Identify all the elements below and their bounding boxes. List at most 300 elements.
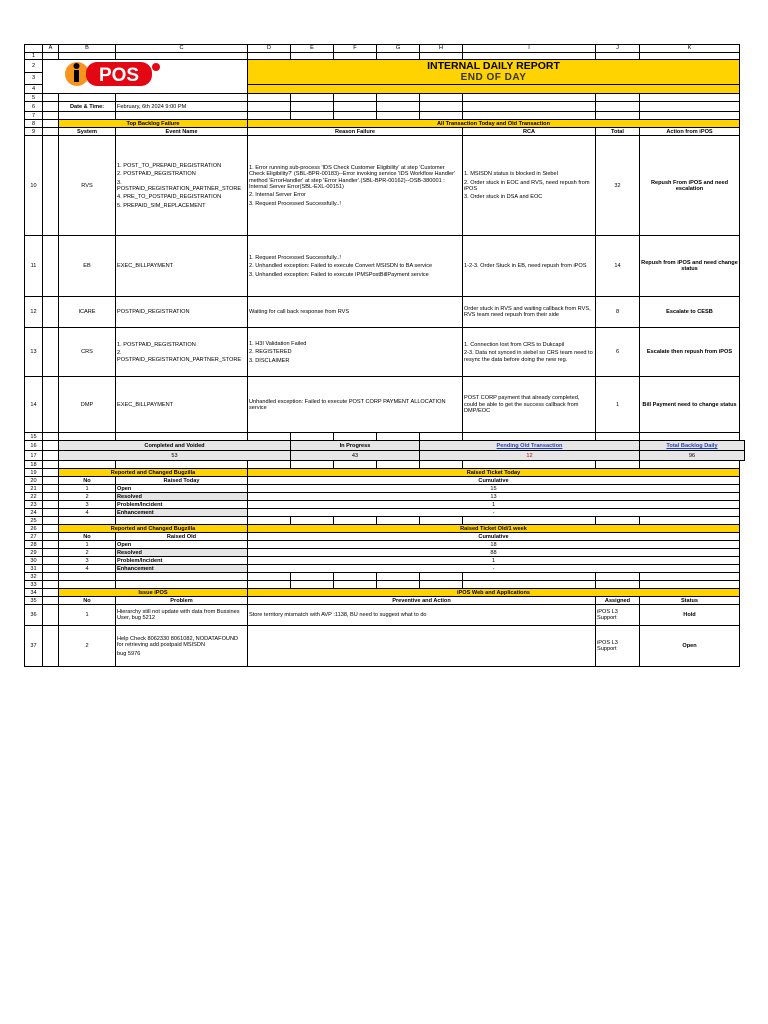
empty-cell	[43, 626, 59, 667]
bug-label: Resolved	[116, 493, 248, 501]
empty-cell	[43, 541, 59, 549]
bug-cumulative: 1	[248, 557, 740, 565]
header-raised: Raised Old	[116, 533, 248, 541]
bug-no: 3	[59, 501, 116, 509]
issue-status: Open	[640, 626, 740, 667]
empty-cell	[59, 461, 116, 469]
cell-line: bug 5976	[117, 650, 141, 657]
summary-total-backlog-value: 96	[640, 451, 745, 461]
reason-failure-cell	[248, 328, 463, 377]
cell-line: 1. Error running sub-process 'IDS Check Customer Eligibility' at step 'Customer Check Eligibility?' (SBL-BPR-00183)--Error invoking service 'IDS Workflow Handler' method 'ErrorHandler' at step 'Error Handler'.(SBL-BPR-00162)--OSB-380001 : Internal Server Error(SBL-EXL-00151)	[249, 164, 456, 190]
row-number: 10	[25, 136, 43, 236]
empty-cell	[334, 94, 377, 102]
empty-cell	[43, 328, 59, 377]
logo-text: POS	[98, 65, 140, 86]
empty-cell	[248, 581, 291, 589]
row-number: 32	[25, 573, 43, 581]
total-cell: 32	[596, 136, 640, 236]
row-number: 13	[25, 328, 43, 377]
empty-cell	[463, 581, 596, 589]
column-header: D	[248, 45, 291, 53]
bugzilla-title: Reported and Changed Bugzilla	[59, 469, 248, 477]
empty-cell	[463, 517, 596, 525]
empty-cell	[640, 517, 740, 525]
column-header: J	[596, 45, 640, 53]
empty-cell	[59, 112, 116, 120]
backlog-section-title: Top Backlog Failure	[59, 120, 248, 128]
cell-line: 3. Request Processed Successfully..!	[249, 200, 341, 207]
empty-cell	[640, 581, 740, 589]
empty-cell	[596, 53, 640, 60]
empty-cell	[248, 517, 291, 525]
cell-line: 2. Order stuck in EOC and RVS, need repush from iPOS	[464, 179, 590, 192]
system-cell: CRS	[59, 328, 116, 377]
report-title: INTERNAL DAILY REPORT	[427, 60, 560, 73]
title-band	[248, 85, 740, 94]
row-number: 21	[25, 485, 43, 493]
empty-cell	[420, 102, 463, 112]
column-header	[25, 45, 43, 53]
empty-cell	[596, 461, 640, 469]
empty-cell	[377, 581, 420, 589]
column-header: H	[420, 45, 463, 53]
bug-no: 1	[59, 541, 116, 549]
empty-cell	[291, 581, 334, 589]
empty-cell	[43, 120, 59, 128]
empty-cell	[116, 433, 248, 441]
row-number: 11	[25, 236, 43, 297]
row-number: 30	[25, 557, 43, 565]
ticket-title: Raised Ticket Old/1 week	[248, 525, 740, 533]
empty-cell	[463, 94, 596, 102]
empty-cell	[420, 433, 463, 441]
cell-line: 3. Order stuck in DSA and EOC	[464, 194, 543, 201]
header-action: Action from iPOS	[640, 128, 740, 136]
empty-cell	[248, 53, 291, 60]
empty-cell	[43, 477, 59, 485]
empty-cell	[640, 94, 740, 102]
system-cell: ICARE	[59, 297, 116, 328]
web-apps-title: iPOS Web and Applications	[248, 589, 740, 597]
issue-no: 1	[59, 605, 116, 626]
row-number: 18	[25, 461, 43, 469]
column-header: F	[334, 45, 377, 53]
issue-assigned: iPOS L3 Support	[596, 626, 640, 667]
bug-cumulative: -	[248, 509, 740, 517]
reason-failure-cell	[248, 297, 463, 328]
empty-cell	[596, 102, 640, 112]
empty-cell	[43, 53, 59, 60]
empty-cell	[43, 525, 59, 533]
empty-cell	[248, 461, 291, 469]
header-total: Total	[596, 128, 640, 136]
date-label: Date & Time:	[59, 102, 116, 112]
total-cell: 6	[596, 328, 640, 377]
empty-cell	[43, 557, 59, 565]
header-raised: Raised Today	[116, 477, 248, 485]
cell-line: 2. POSTPAID_REGISTRATION_PARTNER_STORE	[117, 350, 242, 363]
column-header: C	[116, 45, 248, 53]
row-number: 4	[25, 85, 43, 94]
event-name-cell	[116, 136, 248, 236]
row-number: 26	[25, 525, 43, 533]
cell-line: Unhandled exception: Failed to execute POST CORP PAYMENT ALLOCATION service	[249, 398, 446, 411]
cell-line: 1. POSTPAID_REGISTRATION	[117, 341, 196, 348]
total-cell: 1	[596, 377, 640, 433]
empty-cell	[291, 433, 334, 441]
empty-cell	[291, 573, 334, 581]
row-number: 16	[25, 441, 43, 451]
cell-line: POST CORP payment that already completed, could be able to get the success callback from DMP/EOC	[464, 395, 580, 415]
empty-cell	[334, 461, 377, 469]
empty-cell	[640, 573, 740, 581]
column-header: I	[463, 45, 596, 53]
row-number: 31	[25, 565, 43, 573]
row-number: 2	[25, 60, 43, 73]
empty-cell	[43, 565, 59, 573]
cell-line: 2. Unhandled exception: Failed to execute Convert MSISDN to BA service	[249, 263, 433, 270]
empty-cell	[463, 433, 596, 441]
empty-cell	[43, 461, 59, 469]
cell-line: 1. MSISDN status is blocked in Siebel	[464, 171, 558, 178]
report-sheet	[24, 44, 745, 667]
ticket-title: Raised Ticket Today	[248, 469, 740, 477]
empty-cell	[377, 461, 420, 469]
empty-cell	[59, 53, 116, 60]
empty-cell	[291, 461, 334, 469]
row-number: 23	[25, 501, 43, 509]
issue-action: Store territory mismatch with AVP :1138, BU need to suggest what to do	[248, 605, 596, 626]
summary-pending-value: 12	[420, 451, 640, 461]
bug-no: 2	[59, 549, 116, 557]
empty-cell	[116, 461, 248, 469]
cell-line: EXEC_BILLPAYMENT	[117, 401, 174, 408]
empty-cell	[248, 433, 291, 441]
column-header: E	[291, 45, 334, 53]
cell-line: POSTPAID_REGISTRATION	[117, 309, 190, 316]
reason-failure-cell	[248, 136, 463, 236]
empty-cell	[334, 102, 377, 112]
header-system: System	[59, 128, 116, 136]
empty-cell	[59, 517, 116, 525]
event-name-cell	[116, 328, 248, 377]
bug-cumulative: 15	[248, 485, 740, 493]
bug-label: Enhancement	[116, 509, 248, 517]
empty-cell	[291, 53, 334, 60]
bugzilla-title: Reported and Changed Bugzilla	[59, 525, 248, 533]
bug-no: 4	[59, 509, 116, 517]
row-number: 35	[25, 597, 43, 605]
bug-no: 1	[59, 485, 116, 493]
empty-cell	[248, 94, 291, 102]
header-reason-failure: Reason Failure	[248, 128, 463, 136]
row-number: 36	[25, 605, 43, 626]
row-number: 3	[25, 72, 43, 85]
empty-cell	[248, 102, 291, 112]
date-value: February, 6th 2024 9:00 PM	[116, 102, 248, 112]
rca-cell	[463, 297, 596, 328]
reason-failure-cell	[248, 377, 463, 433]
issue-header-problem: Problem	[116, 597, 248, 605]
bug-cumulative: -	[248, 565, 740, 573]
empty-cell	[596, 94, 640, 102]
empty-cell	[377, 573, 420, 581]
issue-header-no: No	[59, 597, 116, 605]
empty-cell	[43, 589, 59, 597]
total-cell: 14	[596, 236, 640, 297]
row-number: 7	[25, 112, 43, 120]
action-cell: Escalate then repush from iPOS	[640, 328, 740, 377]
row-number: 5	[25, 94, 43, 102]
column-header: G	[377, 45, 420, 53]
column-header: K	[640, 45, 740, 53]
system-cell: EB	[59, 236, 116, 297]
reason-failure-cell	[248, 236, 463, 297]
empty-cell	[43, 136, 59, 236]
empty-cell	[43, 441, 59, 451]
empty-cell	[334, 517, 377, 525]
empty-cell	[248, 573, 291, 581]
cell-line: 1. POST_TO_PREPAID_REGISTRATION	[117, 162, 222, 169]
empty-cell	[463, 102, 596, 112]
issue-header-status: Status	[640, 597, 740, 605]
empty-cell	[43, 605, 59, 626]
bug-label: Open	[116, 541, 248, 549]
row-number: 25	[25, 517, 43, 525]
empty-cell	[43, 469, 59, 477]
action-cell: Repush From iPOS and need escalation	[640, 136, 740, 236]
summary-completed-label: Completed and Voided	[59, 441, 291, 451]
report-subtitle: END OF DAY	[460, 72, 527, 84]
summary-pending-link[interactable]: Pending Old Transaction	[420, 441, 640, 451]
bug-label: Resolved	[116, 549, 248, 557]
row-number: 20	[25, 477, 43, 485]
issue-problem	[116, 626, 248, 667]
empty-cell	[640, 112, 740, 120]
row-number: 28	[25, 541, 43, 549]
bug-label: Problem/Incident	[116, 557, 248, 565]
action-cell: Escalate to CESB	[640, 297, 740, 328]
header-no: No	[59, 477, 116, 485]
event-name-cell	[116, 297, 248, 328]
empty-cell	[377, 53, 420, 60]
empty-cell	[43, 102, 59, 112]
empty-cell	[43, 517, 59, 525]
empty-cell	[248, 112, 291, 120]
row-number: 29	[25, 549, 43, 557]
empty-cell	[334, 112, 377, 120]
empty-cell	[463, 112, 596, 120]
empty-cell	[43, 377, 59, 433]
empty-cell	[116, 517, 248, 525]
issue-no: 2	[59, 626, 116, 667]
cell-line: Hierarchy still not update with data from Bussines User, bug 5212	[117, 609, 240, 622]
transaction-section-title: All Transaction Today and Old Transaction	[248, 120, 740, 128]
header-no: No	[59, 533, 116, 541]
row-number: 33	[25, 581, 43, 589]
title-cell	[248, 60, 740, 85]
row-number: 9	[25, 128, 43, 136]
row-number: 15	[25, 433, 43, 441]
empty-cell	[596, 573, 640, 581]
cell-line: 1-2-3. Order Stuck in EB, need repush from iPOS	[464, 263, 587, 270]
empty-cell	[596, 112, 640, 120]
row-number: 17	[25, 451, 43, 461]
cell-line: 3. Unhandled exception: Failed to execute IPMSPostBillPayment service	[249, 271, 429, 278]
row-number: 19	[25, 469, 43, 477]
empty-cell	[43, 501, 59, 509]
empty-cell	[420, 573, 463, 581]
empty-cell	[43, 94, 59, 102]
empty-cell	[59, 581, 116, 589]
empty-cell	[334, 573, 377, 581]
empty-cell	[43, 597, 59, 605]
bug-no: 2	[59, 493, 116, 501]
event-name-cell	[116, 236, 248, 297]
cell-line: 1. Connection lost from CRS to Dukcapil	[464, 341, 565, 348]
row-number: 14	[25, 377, 43, 433]
empty-cell	[291, 112, 334, 120]
empty-cell	[291, 94, 334, 102]
cell-line: 4. PRE_TO_POSTPAID_REGISTRATION	[117, 194, 222, 201]
empty-cell	[463, 53, 596, 60]
empty-cell	[420, 461, 463, 469]
row-number: 34	[25, 589, 43, 597]
cell-line: 1. Request Processed Successfully..!	[249, 254, 341, 261]
empty-cell	[43, 297, 59, 328]
cell-line: 2. Internal Server Error	[249, 192, 306, 199]
empty-cell	[334, 581, 377, 589]
issue-header-assigned: Assigned	[596, 597, 640, 605]
summary-in-progress-value: 43	[291, 451, 420, 461]
empty-cell	[334, 433, 377, 441]
summary-in-progress-label: In Progress	[291, 441, 420, 451]
cell-line: 2-3. Data not synced in siebel so CRS team need to resync the data before doing the new reg.	[464, 350, 593, 363]
empty-cell	[43, 549, 59, 557]
empty-cell	[420, 53, 463, 60]
logo-cell	[43, 60, 248, 94]
empty-cell	[43, 128, 59, 136]
empty-cell	[596, 517, 640, 525]
cell-line: EXEC_BILLPAYMENT	[117, 263, 174, 270]
event-name-cell	[116, 377, 248, 433]
bug-no: 3	[59, 557, 116, 565]
rca-cell	[463, 377, 596, 433]
empty-cell	[116, 53, 248, 60]
system-cell: DMP	[59, 377, 116, 433]
rca-cell	[463, 328, 596, 377]
empty-cell	[377, 433, 420, 441]
empty-cell	[377, 112, 420, 120]
empty-cell	[59, 433, 116, 441]
cell-line: 1. H3I Validation Failed	[249, 340, 307, 347]
row-number: 12	[25, 297, 43, 328]
row-number: 8	[25, 120, 43, 128]
empty-cell	[116, 573, 248, 581]
empty-cell	[463, 461, 596, 469]
header-cumulative: Cumulative	[248, 533, 740, 541]
empty-cell	[43, 581, 59, 589]
bug-no: 4	[59, 565, 116, 573]
action-cell: Repush from iPOS and need change status	[640, 236, 740, 297]
empty-cell	[640, 433, 740, 441]
empty-cell	[291, 517, 334, 525]
issue-action	[248, 626, 596, 667]
action-cell: Bill Payment need to change status	[640, 377, 740, 433]
issue-header-preventive: Preventive and Action	[248, 597, 596, 605]
empty-cell	[463, 573, 596, 581]
header-rca: RCA	[463, 128, 596, 136]
empty-cell	[377, 102, 420, 112]
row-number: 37	[25, 626, 43, 667]
cell-line: Waiting for call back response from RVS	[249, 309, 350, 316]
empty-cell	[43, 573, 59, 581]
empty-cell	[420, 517, 463, 525]
empty-cell	[596, 581, 640, 589]
bug-cumulative: 13	[248, 493, 740, 501]
column-header: B	[59, 45, 116, 53]
issue-assigned: iPOS L3 Support	[596, 605, 640, 626]
empty-cell	[43, 451, 59, 461]
empty-cell	[420, 112, 463, 120]
empty-cell	[43, 112, 59, 120]
empty-cell	[640, 102, 740, 112]
empty-cell	[420, 94, 463, 102]
row-number: 1	[25, 53, 43, 60]
cell-line: 3. POSTPAID_REGISTRATION_PARTNER_STORE	[117, 179, 242, 192]
summary-completed-value: 53	[59, 451, 291, 461]
empty-cell	[291, 102, 334, 112]
summary-total-backlog-link[interactable]: Total Backlog Daily	[640, 441, 745, 451]
issue-status: Hold	[640, 605, 740, 626]
total-cell: 8	[596, 297, 640, 328]
header-event-name: Event Name	[116, 128, 248, 136]
bug-label: Open	[116, 485, 248, 493]
header-cumulative: Cumulative	[248, 477, 740, 485]
bug-label: Problem/Incident	[116, 501, 248, 509]
empty-cell	[43, 509, 59, 517]
row-number: 6	[25, 102, 43, 112]
issue-problem	[116, 605, 248, 626]
empty-cell	[334, 53, 377, 60]
empty-cell	[116, 112, 248, 120]
row-number: 22	[25, 493, 43, 501]
bug-cumulative: 18	[248, 541, 740, 549]
issue-title: Issue iPOS	[59, 589, 248, 597]
empty-cell	[640, 461, 740, 469]
empty-cell	[377, 517, 420, 525]
empty-cell	[43, 493, 59, 501]
empty-cell	[640, 53, 740, 60]
cell-line: 2. REGISTERED	[249, 349, 292, 356]
cell-line: 3. DISCLAIMER	[249, 357, 290, 364]
empty-cell	[596, 433, 640, 441]
empty-cell	[43, 485, 59, 493]
system-cell: RVS	[59, 136, 116, 236]
empty-cell	[59, 573, 116, 581]
empty-cell	[59, 94, 116, 102]
cell-line: Order stuck in RVS and waiting callback from RVS, RVS team need repush from their side	[464, 306, 591, 319]
column-header: A	[43, 45, 59, 53]
empty-cell	[116, 581, 248, 589]
empty-cell	[377, 94, 420, 102]
row-number: 27	[25, 533, 43, 541]
bug-cumulative: 88	[248, 549, 740, 557]
empty-cell	[420, 581, 463, 589]
empty-cell	[116, 94, 248, 102]
bug-label: Enhancement	[116, 565, 248, 573]
rca-cell	[463, 236, 596, 297]
